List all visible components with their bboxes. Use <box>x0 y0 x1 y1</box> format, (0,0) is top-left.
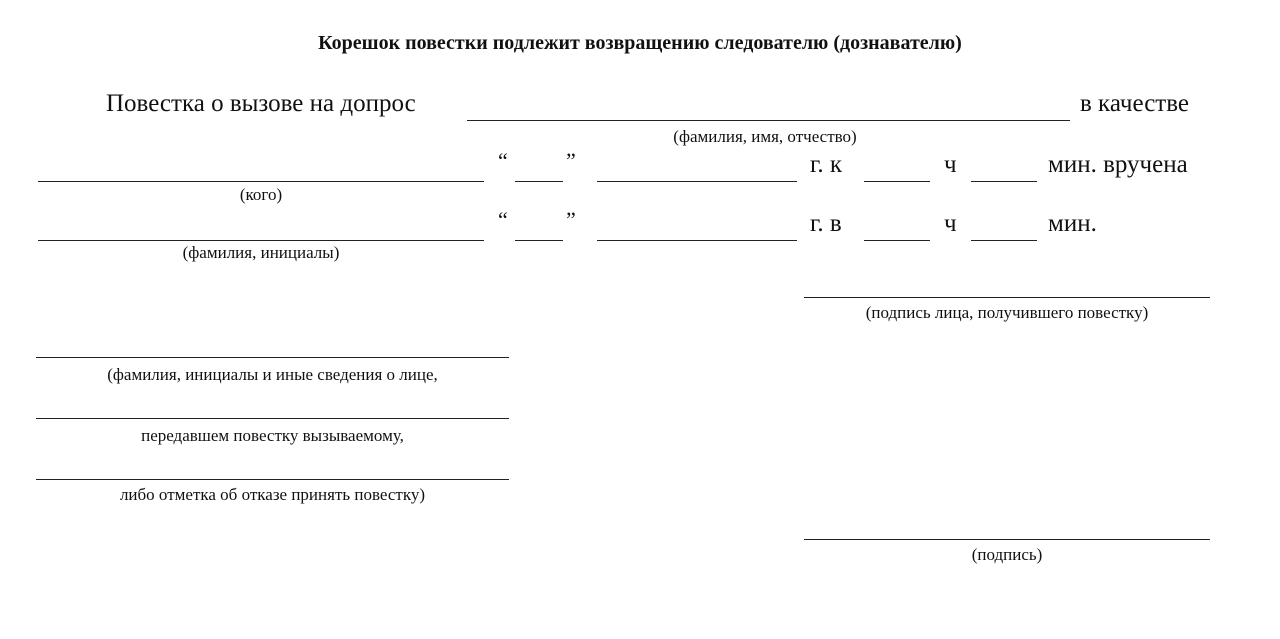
quote-close-2: ” <box>566 207 576 232</box>
year-v-label: г. в <box>810 210 842 237</box>
quote-open: “ <box>498 148 508 173</box>
day-line-1[interactable] <box>515 181 563 182</box>
quote-open-2: “ <box>498 207 508 232</box>
hour-line-2[interactable] <box>864 240 930 241</box>
caption-signature: (подпись) <box>971 545 1043 564</box>
handover-caption-1: (фамилия, инициалы и иные сведения о лице, <box>107 365 438 384</box>
whom-line[interactable] <box>38 181 484 182</box>
handover-caption-2: передавшем повестку вызываемому, <box>141 426 404 445</box>
page-title: Корешок повестки подлежит возвращению следователю (дознавателю) <box>318 32 962 54</box>
hour-line-1[interactable] <box>864 181 930 182</box>
signature-line[interactable] <box>804 539 1210 540</box>
handover-line-1[interactable] <box>36 357 509 358</box>
minute-line-2[interactable] <box>971 240 1037 241</box>
handover-line-2[interactable] <box>36 418 509 419</box>
hours-label-2: ч <box>944 210 957 237</box>
initials-line[interactable] <box>38 240 484 241</box>
caption-recipient-signature: (подпись лица, получившего повестку) <box>865 303 1149 322</box>
recipient-signature-line[interactable] <box>804 297 1210 298</box>
caption-initials: (фамилия, инициалы) <box>182 243 340 262</box>
summons-prefix: Повестка о вызове на допрос <box>106 90 416 117</box>
month-line-1[interactable] <box>597 181 797 182</box>
summons-suffix: в качестве <box>1080 90 1189 117</box>
minutes-label: мин. <box>1048 210 1097 237</box>
day-line-2[interactable] <box>515 240 563 241</box>
fio-line[interactable] <box>467 120 1070 121</box>
handover-line-3[interactable] <box>36 479 509 480</box>
quote-close: ” <box>566 148 576 173</box>
hours-label-1: ч <box>944 151 957 178</box>
year-k-label: г. к <box>810 151 843 178</box>
handover-caption-3: либо отметка об отказе принять повестку) <box>119 485 426 504</box>
caption-fio: (фамилия, имя, отчество) <box>673 127 857 146</box>
minutes-handed-label: мин. вручена <box>1048 151 1188 178</box>
minute-line-1[interactable] <box>971 181 1037 182</box>
caption-whom: (кого) <box>239 185 283 204</box>
month-line-2[interactable] <box>597 240 797 241</box>
